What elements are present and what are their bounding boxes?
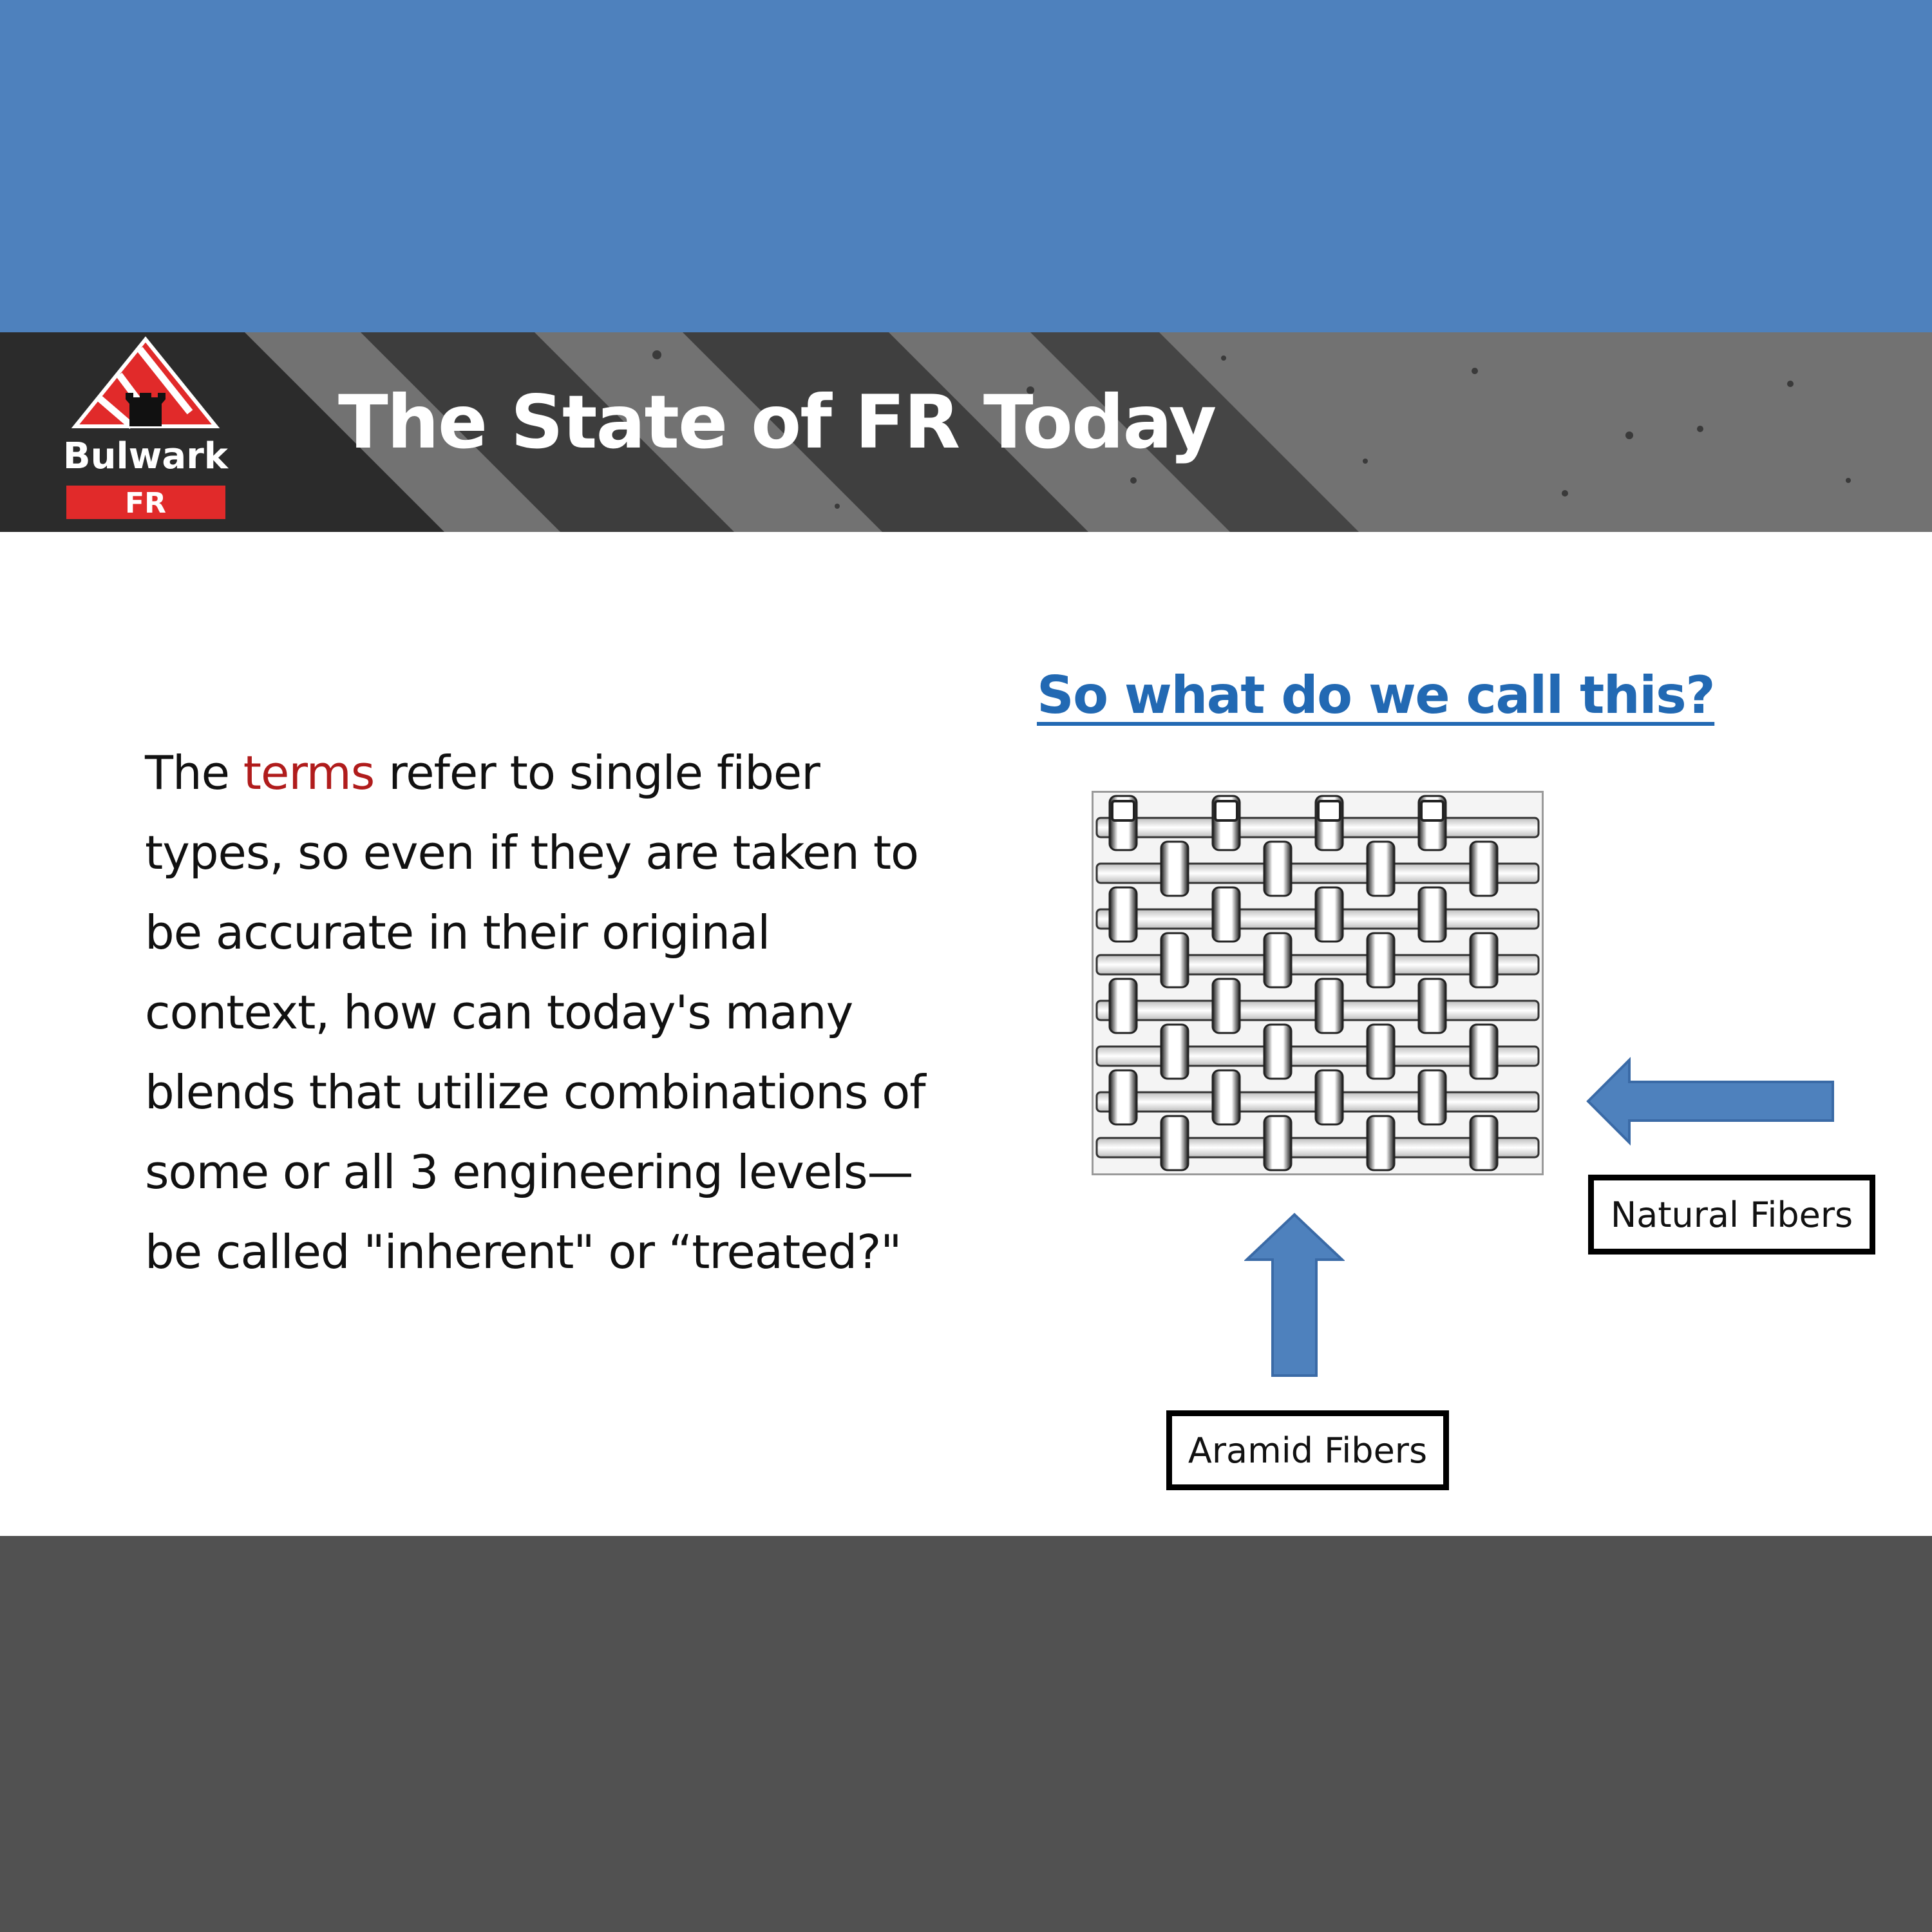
- footer-band: [0, 1536, 1932, 1932]
- warp-yarn: [1367, 1116, 1394, 1170]
- warp-yarn: [1470, 842, 1497, 896]
- warp-yarn: [1316, 887, 1343, 942]
- warp-yarn: [1470, 933, 1497, 987]
- body-text-rest: refer to single fiber types, so even if they are taken to be accurate in their original context, how can today's many blends that utilize combinations of some or all 3 engineering levels—be called "inherent" or “treated?": [145, 746, 925, 1279]
- warp-yarn: [1264, 1116, 1291, 1170]
- warp-yarn: [1110, 979, 1137, 1033]
- natural-fiber-arrow-icon: [1584, 1056, 1842, 1146]
- warp-end: [1421, 801, 1443, 820]
- diagram-question: So what do we call this?: [1037, 665, 1715, 725]
- warp-yarn: [1161, 842, 1188, 896]
- warp-yarn: [1110, 887, 1137, 942]
- bulwark-fr-logo: [61, 336, 230, 523]
- warp-yarn: [1470, 1116, 1497, 1170]
- warp-yarn: [1419, 1070, 1446, 1124]
- warp-yarn: [1367, 933, 1394, 987]
- warp-yarn: [1367, 842, 1394, 896]
- fabric-weave-diagram: [1092, 791, 1544, 1175]
- warp-yarn: [1161, 933, 1188, 987]
- logo-name: Bulwark: [62, 435, 229, 477]
- warp-yarn: [1419, 979, 1446, 1033]
- body-text-start: The: [145, 746, 243, 800]
- slide-title: The State of FR Today: [338, 379, 1216, 465]
- warp-yarn: [1470, 1025, 1497, 1079]
- highlighted-term: terms: [243, 746, 375, 800]
- warp-end: [1112, 801, 1134, 820]
- warp-yarn: [1161, 1025, 1188, 1079]
- aramid-fibers-label: Aramid Fibers: [1166, 1410, 1449, 1490]
- body-paragraph: [145, 733, 963, 1292]
- warp-end: [1215, 801, 1237, 820]
- natural-fibers-label: Natural Fibers: [1588, 1175, 1875, 1255]
- warp-yarn: [1367, 1025, 1394, 1079]
- warp-yarn: [1110, 1070, 1137, 1124]
- aramid-fiber-arrow-icon: [1244, 1212, 1345, 1378]
- warp-yarn: [1419, 887, 1446, 942]
- warp-end: [1318, 801, 1340, 820]
- warp-yarn: [1264, 1025, 1291, 1079]
- warp-yarn: [1213, 887, 1240, 942]
- warp-yarn: [1161, 1116, 1188, 1170]
- warp-yarn: [1264, 933, 1291, 987]
- warp-yarn: [1316, 979, 1343, 1033]
- warp-yarn: [1316, 1070, 1343, 1124]
- logo-sub: FR: [125, 487, 166, 520]
- warp-yarn: [1213, 1070, 1240, 1124]
- warp-yarn: [1213, 979, 1240, 1033]
- warp-yarn: [1264, 842, 1291, 896]
- top-band: [0, 0, 1932, 332]
